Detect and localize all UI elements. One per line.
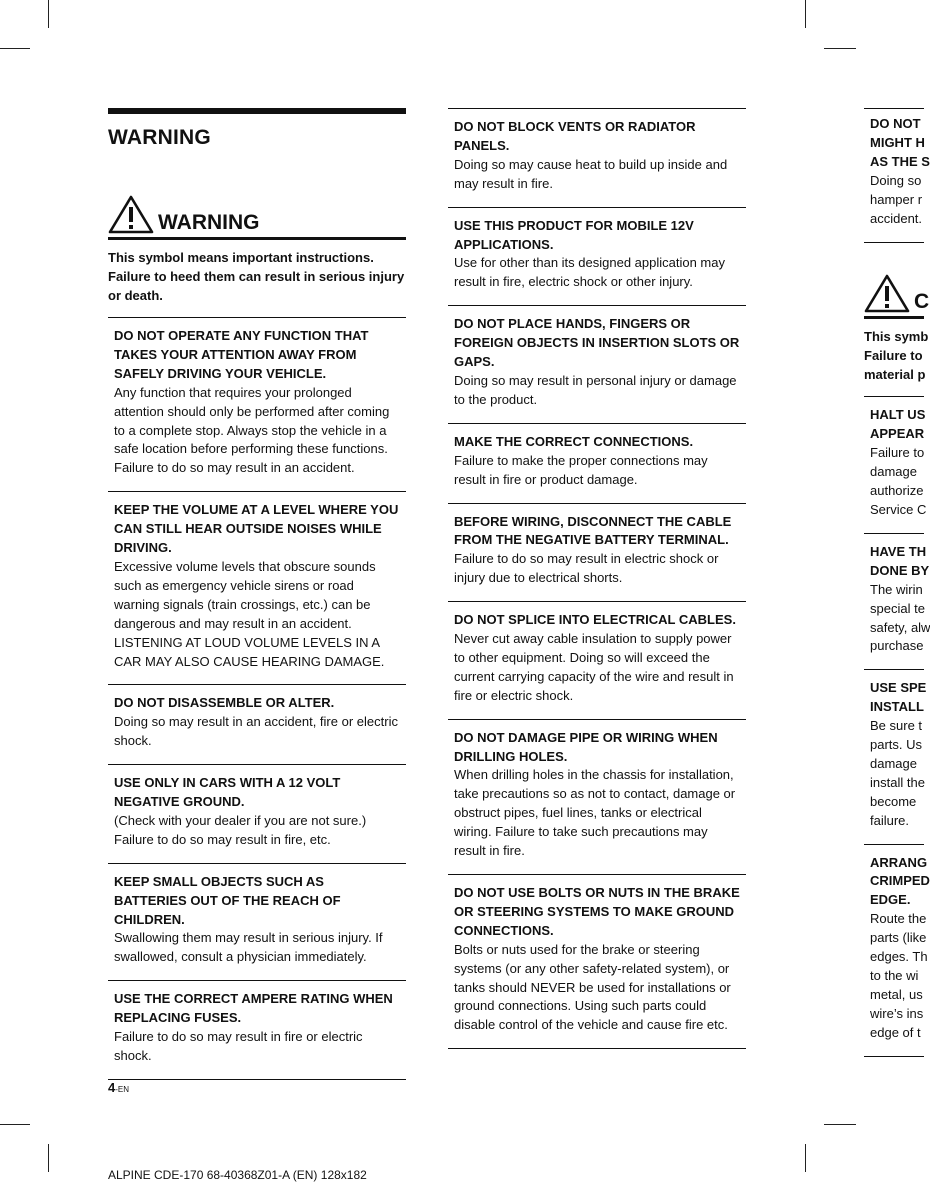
warning-item-body: Use for other than its designed application may result in fire, electric shock or other injury. [454,255,725,290]
warning-item [448,601,746,719]
warning-item [108,684,406,764]
warning-item [448,719,746,874]
col3-item [864,669,927,843]
warning-triangle-icon [108,194,154,234]
warning-item-heading: DO NOT USE BOLTS OR NUTS IN THE BRAKE OR STEERING SYSTEMS TO MAKE GROUND CONNECTIONS. [454,885,740,938]
crop-mark [805,0,806,28]
col3-item-line: purchase [870,638,924,654]
col3-item-line: special te [870,600,925,616]
col3-item-line: HAVE TH [870,543,927,559]
col3-line: MIGHT H [870,134,925,150]
col3-item-line: damage [870,755,917,771]
col3-item-line: APPEAR [870,426,925,442]
warning-item [448,503,746,602]
warning-item [448,874,746,1048]
column-middle [448,108,746,1049]
warning-item-heading: USE THIS PRODUCT FOR MOBILE 12V APPLICATIONS. [454,217,694,252]
warning-item-heading: KEEP THE VOLUME AT A LEVEL WHERE YOU CAN STILL HEAR OUTSIDE NOISES WHILE DRIVING. [114,502,399,556]
warning-item-body: Bolts or nuts used for the brake or steering systems (or any other safety-related system), or tanks should NEVER be used for installations or ground connections. Using such parts could disable control of the vehicle and cause fire etc. [454,941,731,1033]
crop-mark [0,48,30,49]
warning-item-heading: DO NOT PLACE HANDS, FINGERS OR FOREIGN OBJECTS IN INSERTION SLOTS OR GAPS. [454,316,740,370]
warning-item [108,764,406,863]
warning-item-heading: DO NOT OPERATE ANY FUNCTION THAT TAKES YOUR ATTENTION AWAY FROM SAFELY DRIVING YOUR VEHICLE. [114,328,369,381]
warning-item-heading: USE THE CORRECT AMPERE RATING WHEN REPLACING FUSES. [114,991,393,1026]
warning-item-heading: DO NOT SPLICE INTO ELECTRICAL CABLES. [454,612,736,628]
col3-item-line: Be sure t [870,718,923,734]
col3-item-line: edges. Th [870,949,928,965]
col3-item-line: CRIMPED [870,873,930,889]
caution-triangle-icon [864,273,910,313]
crop-mark [48,0,49,28]
col3-item-line: ARRANG [870,854,928,870]
warning-item-body: Doing so may result in personal injury or damage to the product. [454,372,737,407]
section-rule [108,108,406,114]
col3-item-line: Service C [870,501,927,517]
footer-code: ALPINE CDE-170 68-40368Z01-A (EN) 128x182 [108,1168,367,1182]
page-number-value: 4 [108,1080,116,1095]
col3-item-line: edge of t [870,1024,921,1040]
warning-item-body: When drilling holes in the chassis for installation, take precautions so as not to contact, damage or obstruct pipes, fuel lines, tanks or electrical wiring. Failure to take such precautions may result in fire. [454,767,736,859]
crop-mark [824,48,856,49]
warning-item-heading: DO NOT DAMAGE PIPE OR WIRING WHEN DRILLING HOLES. [454,729,718,764]
col3-line: DO NOT [870,116,921,131]
warning-item-heading: DO NOT DISASSEMBLE OR ALTER. [114,695,335,711]
warning-item [108,491,406,684]
col3-item-line: Failure to [870,445,925,461]
warning-item [108,317,406,491]
warning-item [448,305,746,423]
col3-list [864,396,930,1055]
col3-item-line: parts. Us [870,737,923,753]
warning-item [108,863,406,981]
col3-item-line: damage [870,464,917,480]
col3-item-line: EDGE. [870,892,911,908]
crop-mark [0,1124,30,1125]
col3-item-line: parts (like [870,930,927,946]
col3-item-line: USE SPE [870,680,927,696]
col3-item-line: DONE BY [870,562,930,578]
column-left [108,108,406,1080]
col3-item-line: failure. [870,812,910,828]
col3-line: accident. [870,210,923,226]
column-end-rule [448,1048,746,1049]
warning-item-body: Swallowing them may result in serious injury. If swallowed, consult a physician immediately. [114,930,383,965]
col3-item-line: to the wi [870,968,919,983]
warning-item-heading: BEFORE WIRING, DISCONNECT THE CABLE FROM THE NEGATIVE BATTERY TERMINAL. [454,513,732,548]
col3-top-item [864,108,930,228]
warning-item [448,423,746,503]
col3-symbol-row [864,273,930,319]
col3-intro [864,327,929,384]
warning-item-body: Failure to do so may result in fire or electric shock. [114,1029,363,1063]
col3-item-line: HALT US [870,407,926,423]
section-title: WARNING [108,126,211,149]
col3-intro-line: This symb [864,329,929,345]
warning-symbol-row [108,194,406,240]
warning-item-heading: KEEP SMALL OBJECTS SUCH AS BATTERIES OUT OF THE REACH OF CHILDREN. [114,873,341,927]
col3-item-line: INSTALL [870,699,924,715]
col3-line: Doing so [870,172,922,188]
col3-line: AS THE S [870,153,930,169]
crop-mark [805,1144,806,1172]
col3-intro-line: Failure to [864,348,923,364]
col3-item [864,844,930,1056]
col3-line: hamper r [870,191,923,207]
col3-item-line: safety, alw [870,619,930,635]
warning-item-body: Excessive volume levels that obscure sounds such as emergency vehicle sirens or road warning signals (train crossings, etc.) can be dangerous and may result in an accident. LISTENING AT LOUD VOLUME LEVELS IN A CAR MAY ALSO CAUSE HEARING DAMAGE. [114,558,385,669]
warning-item-body: (Check with your dealer if you are not sure.) Failure to do so may result in fire, etc. [114,812,367,847]
col3-item-line: metal, us [870,986,923,1002]
col3-item-line: become [870,793,917,809]
warning-item-body: Any function that requires your prolonged attention should only be performed after coming to a complete stop. Always stop the vehicle in a safe location before performing these functions. Failure to do so may result in an accident. [114,384,390,476]
col3-item-line: Route the [870,911,927,927]
warning-intro: This symbol means important instructions. Failure to heed them can result in serious injury or death. [108,250,405,303]
warning-item-body: Doing so may cause heat to build up inside and may result in fire. [454,156,728,191]
col3-item [864,396,927,532]
warning-item-heading: USE ONLY IN CARS WITH A 12 VOLT NEGATIVE GROUND. [114,775,341,810]
warning-symbol-label: WARNING [158,211,260,234]
warning-item-body: Doing so may result in an accident, fire or electric shock. [114,714,398,749]
col3-item [864,533,930,669]
column-end-rule [108,1079,406,1080]
col2-warning-list [448,108,746,1048]
warning-item-heading: MAKE THE CORRECT CONNECTIONS. [454,433,694,449]
crop-mark [48,1144,49,1172]
column-end-rule [864,1056,924,1057]
warning-item-body: Failure to make the proper connections may result in fire or product damage. [454,452,708,487]
col3-item-line: authorize [870,483,924,499]
col3-item-line: The wirin [870,581,923,597]
crop-mark [824,1124,856,1125]
warning-item [448,108,746,207]
col3-item-line: install the [870,774,925,790]
warning-item-body: Never cut away cable insulation to supply power to other equipment. Doing so will exceed the current carrying capacity of the wire and result in fire or electric shock. [454,631,734,703]
warning-item [448,207,746,306]
warning-item-heading: DO NOT BLOCK VENTS OR RADIATOR PANELS. [454,119,696,153]
column-right-clipped [864,108,930,1057]
page-number-suffix: -EN [115,1085,130,1094]
caution-symbol-label: C [914,290,930,314]
warning-item-body: Failure to do so may result in electric shock or injury due to electrical shorts. [454,551,719,586]
warning-item [108,980,406,1079]
col3-intro-line: material p [864,367,926,383]
col3-item-line: wire’s ins [870,1005,924,1021]
page-number [108,1080,129,1095]
col1-warning-list [108,317,406,1079]
